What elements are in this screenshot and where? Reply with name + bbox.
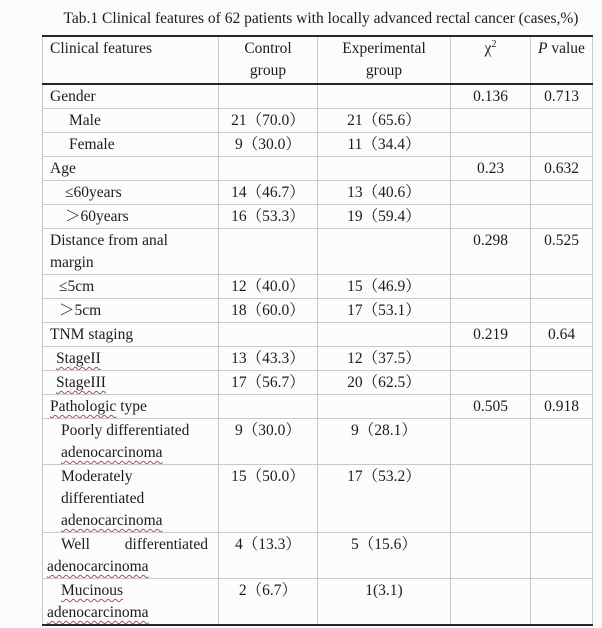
cell-experimental-value: 21（65.6）: [318, 109, 451, 133]
cell-clinical-feature: [43, 299, 219, 323]
feature-text: Female: [69, 136, 115, 153]
cell-control-value: 9（30.0）: [219, 419, 318, 465]
cell-p-value: [531, 205, 593, 229]
header-clinical-features: [43, 36, 219, 84]
cell-p-value: [531, 347, 593, 371]
cell-experimental-value: [318, 395, 451, 419]
table-row: [43, 395, 593, 419]
cell-control-value: [219, 323, 318, 347]
feature-text: Age: [50, 160, 76, 177]
cell-chi-square-value: [451, 275, 531, 299]
cell-chi-square-value: [451, 347, 531, 371]
feature-text: differentiated: [124, 536, 208, 553]
feature-label-line: [45, 580, 216, 602]
header-row: [43, 36, 593, 84]
cell-experimental-value: 20（62.5）: [318, 371, 451, 395]
feature-label-line: [45, 534, 216, 556]
cell-clinical-feature: [43, 133, 219, 157]
cell-experimental-value: 15（46.9）: [318, 275, 451, 299]
table-row: [43, 533, 593, 579]
cell-p-value: [531, 579, 593, 626]
chi-symbol: χ: [484, 40, 492, 57]
cell-p-value: 0.525: [531, 229, 593, 275]
cell-experimental-value: 17（53.1）: [318, 299, 451, 323]
feature-text: Gender: [50, 88, 96, 105]
cell-chi-square-value: 0.219: [451, 323, 531, 347]
cell-control-value: [219, 84, 318, 109]
table-row: [43, 157, 593, 181]
feature-label-line: [45, 300, 216, 322]
table-row: [43, 205, 593, 229]
cell-clinical-feature: [43, 323, 219, 347]
feature-text-spellcheck: Pathologic: [50, 398, 117, 415]
feature-text: differentiated: [61, 490, 145, 507]
header-chi-square: [451, 36, 531, 84]
table-row: [43, 109, 593, 133]
cell-control-value: 4（13.3）: [219, 533, 318, 579]
feature-text: Poorly differentiated: [61, 422, 190, 439]
feature-label-line: [45, 396, 216, 418]
feature-text-spellcheck: StageII: [56, 350, 101, 367]
feature-label-line: [45, 86, 216, 108]
table-row: [43, 579, 593, 626]
feature-label-line: [45, 230, 216, 252]
feature-text-spellcheck: adenocarcinoma: [61, 512, 163, 529]
cell-control-value: [219, 157, 318, 181]
feature-label-line: [45, 556, 216, 578]
cell-experimental-value: 1(3.1): [318, 579, 451, 626]
table-row: [43, 347, 593, 371]
header-control-line2: group: [249, 62, 287, 79]
p-value-label: value: [547, 40, 585, 57]
feature-label-line: [45, 110, 216, 132]
chi-superscript: 2: [491, 38, 497, 50]
cell-control-value: 2（6.7）: [219, 579, 318, 626]
feature-text-spellcheck: Mucinous: [61, 582, 123, 599]
cell-clinical-feature: [43, 84, 219, 109]
cell-clinical-feature: [43, 395, 219, 419]
feature-text: ≤5cm: [59, 278, 95, 295]
clinical-features-table: [42, 35, 593, 626]
cell-control-value: [219, 395, 318, 419]
feature-label-line: [45, 134, 216, 156]
feature-label-line: [45, 182, 216, 204]
feature-label-line: [45, 158, 216, 180]
table-row: [43, 323, 593, 347]
feature-label-line: [45, 442, 216, 464]
cell-p-value: 0.713: [531, 84, 593, 109]
cell-clinical-feature: [43, 533, 219, 579]
cell-p-value: 0.918: [531, 395, 593, 419]
cell-chi-square-value: [451, 419, 531, 465]
cell-chi-square-value: [451, 205, 531, 229]
table-row: [43, 419, 593, 465]
table-row: [43, 275, 593, 299]
cell-chi-square-value: [451, 465, 531, 533]
cell-clinical-feature: [43, 205, 219, 229]
cell-chi-square-value: [451, 181, 531, 205]
table-row: [43, 181, 593, 205]
cell-control-value: 13（43.3）: [219, 347, 318, 371]
cell-control-value: [219, 229, 318, 275]
feature-label-line: [45, 372, 216, 394]
cell-experimental-value: 17（53.2）: [318, 465, 451, 533]
cell-p-value: [531, 109, 593, 133]
cell-experimental-value: 9（28.1）: [318, 419, 451, 465]
cell-control-value: 12（40.0）: [219, 275, 318, 299]
feature-label-line: [45, 488, 216, 510]
cell-chi-square-value: 0.136: [451, 84, 531, 109]
cell-p-value: [531, 465, 593, 533]
cell-chi-square-value: 0.505: [451, 395, 531, 419]
cell-experimental-value: 5（15.6）: [318, 533, 451, 579]
feature-label-line: [45, 276, 216, 298]
cell-p-value: [531, 133, 593, 157]
header-experimental-line1: Experimental: [342, 40, 426, 57]
cell-p-value: [531, 533, 593, 579]
cell-clinical-feature: [43, 109, 219, 133]
feature-text: margin: [50, 254, 94, 271]
p-symbol: P: [538, 40, 548, 57]
feature-label-line: [45, 420, 216, 442]
feature-text-spellcheck: adenocarcinoma: [47, 604, 149, 621]
cell-chi-square-value: [451, 533, 531, 579]
cell-clinical-feature: [43, 275, 219, 299]
cell-clinical-feature: [43, 347, 219, 371]
cell-clinical-feature: [43, 371, 219, 395]
table-caption: [0, 0, 602, 35]
cell-chi-square-value: 0.298: [451, 229, 531, 275]
cell-chi-square-value: [451, 299, 531, 323]
cell-clinical-feature: [43, 157, 219, 181]
feature-label-line: [45, 252, 216, 274]
feature-label-line: [45, 348, 216, 370]
cell-p-value: 0.632: [531, 157, 593, 181]
cell-p-value: [531, 275, 593, 299]
cell-p-value: [531, 419, 593, 465]
feature-label-line: [45, 510, 216, 532]
cell-control-value: 14（46.7）: [219, 181, 318, 205]
cell-chi-square-value: [451, 133, 531, 157]
cell-p-value: 0.64: [531, 323, 593, 347]
feature-text-spellcheck: adenocarcinoma: [61, 444, 163, 461]
feature-text: ≤60years: [65, 184, 122, 201]
cell-experimental-value: [318, 157, 451, 181]
table-row: [43, 84, 593, 109]
header-p-value: [531, 36, 593, 84]
feature-text: TNM staging: [50, 326, 134, 343]
feature-label-line: [45, 466, 216, 488]
feature-text: Male: [69, 112, 101, 129]
table-row: [43, 133, 593, 157]
table-row: [43, 371, 593, 395]
feature-text-spellcheck: adenocarcinoma: [47, 558, 149, 575]
cell-experimental-value: [318, 323, 451, 347]
feature-text: Distance from anal: [50, 232, 168, 249]
cell-experimental-value: [318, 84, 451, 109]
feature-text: ＞5cm: [59, 302, 102, 319]
cell-experimental-value: 12（37.5）: [318, 347, 451, 371]
cell-clinical-feature: [43, 465, 219, 533]
feature-text: Moderately: [61, 468, 133, 485]
cell-experimental-value: 19（59.4）: [318, 205, 451, 229]
cell-control-value: 21（70.0）: [219, 109, 318, 133]
feature-label-line: [45, 324, 216, 346]
cell-p-value: [531, 299, 593, 323]
header-experimental-line2: group: [365, 62, 403, 79]
cell-chi-square-value: [451, 109, 531, 133]
cell-control-value: 18（60.0）: [219, 299, 318, 323]
cell-experimental-value: 11（34.4）: [318, 133, 451, 157]
cell-clinical-feature: [43, 579, 219, 626]
feature-text-spellcheck: StageIII: [56, 374, 106, 391]
cell-chi-square-value: [451, 579, 531, 626]
table-row: [43, 229, 593, 275]
feature-text: Well: [61, 536, 90, 553]
cell-clinical-feature: [43, 229, 219, 275]
cell-p-value: [531, 371, 593, 395]
table-caption-text: Tab.1 Clinical features of 62 patients with locally advanced rectal cancer (cases,%): [63, 10, 579, 27]
header-control-group: [219, 36, 318, 84]
header-control-line1: Control: [244, 40, 292, 57]
cell-control-value: 17（56.7）: [219, 371, 318, 395]
cell-control-value: 15（50.0）: [219, 465, 318, 533]
feature-text: ＞60years: [65, 208, 129, 225]
table-body: [43, 84, 593, 625]
cell-experimental-value: 13（40.6）: [318, 181, 451, 205]
header-clinical-features-label: Clinical features: [50, 40, 152, 57]
cell-chi-square-value: 0.23: [451, 157, 531, 181]
table-row: [43, 465, 593, 533]
cell-control-value: 16（53.3）: [219, 205, 318, 229]
feature-label-line: [45, 602, 216, 624]
cell-control-value: 9（30.0）: [219, 133, 318, 157]
header-experimental-group: [318, 36, 451, 84]
feature-text: type: [116, 398, 147, 415]
cell-p-value: [531, 181, 593, 205]
cell-experimental-value: [318, 229, 451, 275]
cell-clinical-feature: [43, 419, 219, 465]
table-row: [43, 299, 593, 323]
cell-clinical-feature: [43, 181, 219, 205]
cell-chi-square-value: [451, 371, 531, 395]
feature-label-line: [45, 206, 216, 228]
